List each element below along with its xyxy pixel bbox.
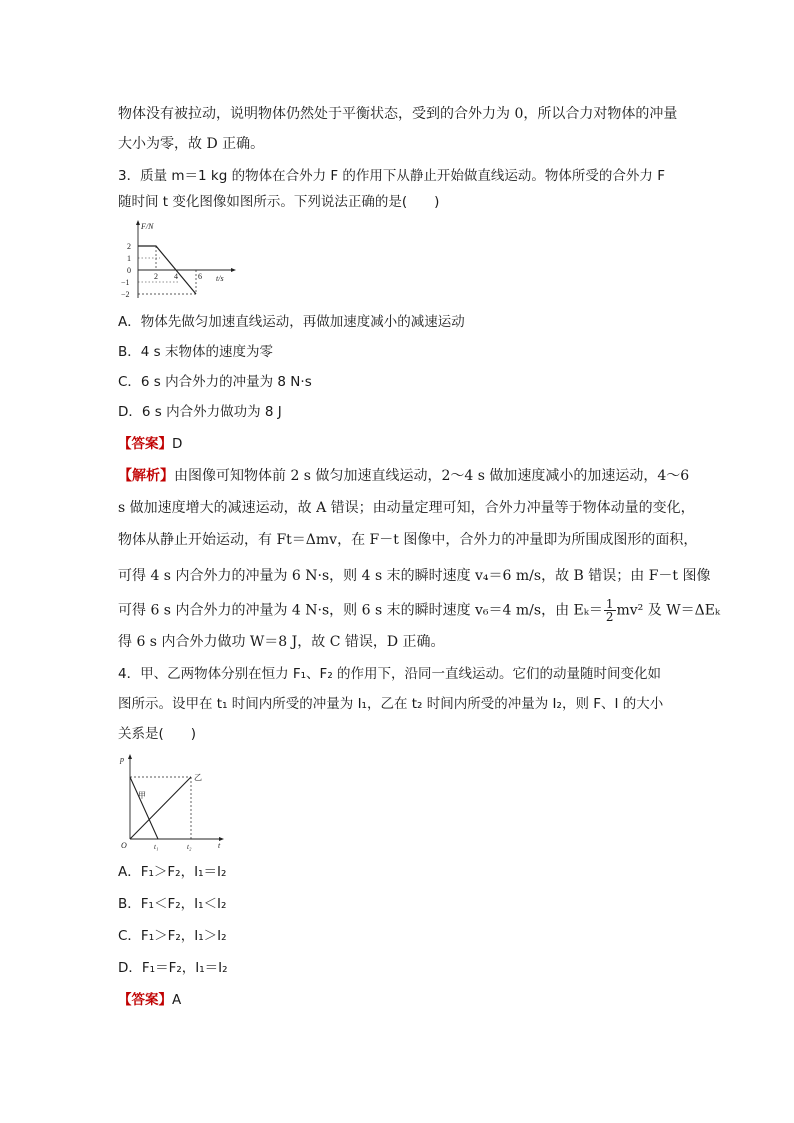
fraction-numerator: 1 (605, 597, 614, 611)
intro-line-1: 物体没有被拉动，说明物体仍然处于平衡状态，受到的合外力为 0，所以合力对物体的冲量 (118, 106, 678, 122)
q3-x-tick: 2 (154, 272, 158, 281)
explanation-tag: 【解析】 (118, 468, 174, 484)
q4-momentum-time-graph (118, 752, 228, 852)
answer-value: A (172, 992, 182, 1008)
explanation-text: 由图像可知物体前 2 s 做匀加速直线运动，2～4 s 做加速度减小的加速运动，4～6 (174, 468, 690, 484)
answer-value: D (172, 436, 183, 452)
q3-x-axis-label: t/s (216, 274, 224, 283)
q3-y-axis-label: F/N (141, 222, 154, 231)
q3-x-tick: 4 (174, 272, 178, 281)
q3-option-c: C．6 s 内合外力的冲量为 8 N·s (118, 374, 312, 390)
answer-tag: 【答案】 (118, 992, 172, 1008)
q3-explanation-line-6: 得 6 s 内合外力做功 W＝8 J，故 C 错误，D 正确。 (118, 634, 445, 650)
q3-option-d: D．6 s 内合外力做功为 8 J (118, 404, 282, 420)
q3-y-tick: 1 (127, 254, 131, 263)
q4-x-axis-label: t (218, 841, 221, 850)
answer-tag: 【答案】 (118, 436, 172, 452)
q3-y-tick: −2 (121, 290, 130, 299)
q3-stem-line-1: 3．质量 m＝1 kg 的物体在合外力 F 的作用下从静止开始做直线运动。物体所受的合外力 F (118, 168, 665, 184)
q3-explanation-line-3: 物体从静止开始运动，有 Ft＝Δmv，在 F－t 图像中，合外力的冲量即为所围成图形的面积， (118, 532, 698, 548)
q3-y-tick: 0 (127, 266, 131, 275)
q4-answer (118, 990, 181, 1010)
q4-option-b: B．F₁＜F₂，I₁＜I₂ (118, 896, 227, 912)
q3-y-tick: 2 (127, 242, 131, 251)
fraction-one-half (604, 598, 616, 623)
q4-option-c: C．F₁＞F₂，I₁＞I₂ (118, 928, 227, 944)
q3-explanation-line-4: 可得 4 s 内合外力的冲量为 6 N·s，则 4 s 末的瞬时速度 v₄＝6 m/s，故 B 错误；由 F－t 图像 (118, 568, 711, 584)
q3-x-tick: 6 (198, 272, 202, 281)
q3-option-b: B．4 s 末物体的速度为零 (118, 344, 273, 360)
q3-explanation-line-2: s 做加速度增大的减速运动，故 A 错误；由动量定理可知，合外力冲量等于物体动量的变化， (118, 500, 695, 516)
explanation-text: mv² 及 W＝ΔEₖ (616, 602, 721, 619)
q4-stem-line-1: 4．甲、乙两物体分别在恒力 F₁、F₂ 的作用下，沿同一直线运动。它们的动量随时间变化如 (118, 666, 662, 682)
q3-y-tick: −1 (121, 278, 130, 287)
intro-line-2: 大小为零，故 D 正确。 (118, 136, 265, 152)
q4-stem-line-2: 图所示。设甲在 t₁ 时间内所受的冲量为 I₁，乙在 t₂ 时间内所受的冲量为 I₂，则 F、I 的大小 (118, 696, 664, 712)
explanation-text: 可得 6 s 内合外力的冲量为 4 N·s，则 6 s 末的瞬时速度 v₆＝4 m/s，由 Eₖ＝ (118, 602, 603, 619)
q3-answer (118, 434, 182, 454)
q4-option-d: D．F₁＝F₂，I₁＝I₂ (118, 960, 228, 976)
q4-y-axis-label: p (120, 755, 124, 764)
q4-origin-label: O (121, 841, 127, 850)
q4-stem-line-3: 关系是( ) (118, 726, 197, 742)
q3-force-time-graph (118, 218, 238, 300)
q4-option-a: A．F₁＞F₂，I₁＝I₂ (118, 864, 227, 880)
q4-jia-label: 甲 (138, 791, 146, 800)
q4-t2-label: t₂ (187, 843, 192, 851)
q4-yi-label: 乙 (194, 773, 202, 782)
q3-explanation-line-5 (118, 598, 720, 623)
q3-explanation-line-1 (118, 466, 689, 486)
q4-t1-label: t₁ (154, 843, 159, 851)
q3-stem-line-2: 随时间 t 变化图像如图所示。下列说法正确的是( ) (118, 194, 440, 210)
q3-option-a: A．物体先做匀加速直线运动，再做加速度减小的减速运动 (118, 314, 465, 330)
fraction-denominator: 2 (605, 610, 614, 624)
